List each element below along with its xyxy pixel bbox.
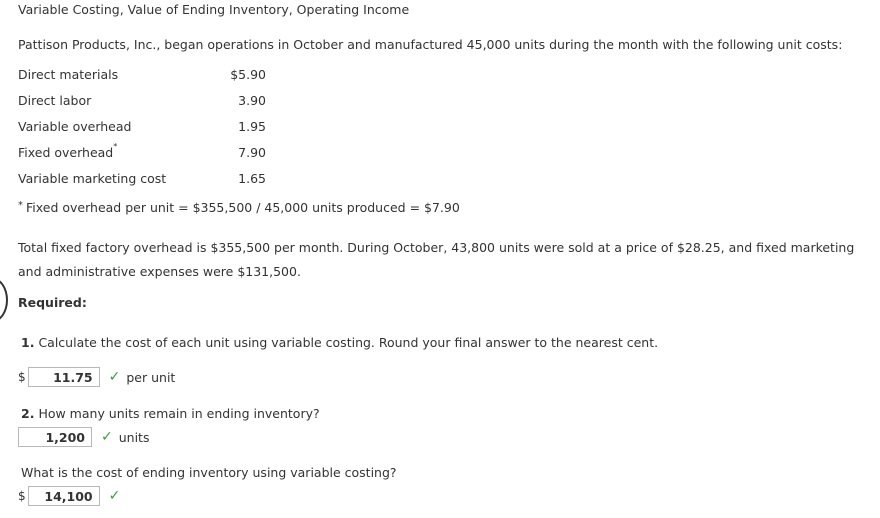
cost-label: Variable marketing cost bbox=[18, 171, 167, 186]
cost-label: Direct materials bbox=[18, 67, 119, 82]
correct-check-icon: ✓ bbox=[101, 429, 113, 445]
cost-label bbox=[18, 142, 118, 160]
cost-label-text: Fixed overhead bbox=[18, 145, 114, 160]
intro-text: Pattison Products, Inc., began operations in October and manufactured 45,000 units during the month with the following unit costs: bbox=[18, 37, 843, 52]
cost-value: 1.95 bbox=[238, 119, 266, 134]
answer-row-3 bbox=[18, 485, 120, 507]
required-heading: Required: bbox=[18, 295, 87, 310]
question-text: What is the cost of ending inventory using variable costing? bbox=[21, 465, 397, 480]
footnote-marker: * bbox=[113, 142, 118, 151]
question-number: 2. bbox=[21, 406, 35, 421]
footnote bbox=[18, 200, 460, 215]
page-title: Variable Costing, Value of Ending Inventory, Operating Income bbox=[18, 2, 410, 17]
answer-row-1 bbox=[18, 366, 175, 388]
question-text: How many units remain in ending inventory? bbox=[38, 406, 320, 421]
cost-value: 3.90 bbox=[238, 93, 266, 108]
answer-input-ending-units[interactable]: 1,200 bbox=[18, 427, 92, 447]
question-text: Calculate the cost of each unit using variable costing. Round your final answer to the nearest cent. bbox=[38, 335, 659, 350]
cost-row-variable-marketing bbox=[18, 171, 268, 189]
currency-symbol: $ bbox=[18, 370, 26, 384]
question-3 bbox=[21, 465, 397, 480]
cost-label: Variable overhead bbox=[18, 119, 132, 134]
question-number: 1. bbox=[21, 335, 35, 350]
unit-label: units bbox=[118, 429, 150, 445]
footnote-text: Fixed overhead per unit = $355,500 / 45,000 units produced = $7.90 bbox=[26, 200, 460, 215]
cost-value: 7.90 bbox=[238, 145, 266, 160]
cost-label: Direct labor bbox=[18, 93, 92, 108]
footnote-star: * bbox=[18, 200, 23, 211]
navigation-arc-icon bbox=[0, 278, 8, 322]
cost-value: 1.65 bbox=[238, 171, 266, 186]
cost-row-fixed-overhead bbox=[18, 142, 268, 163]
correct-check-icon: ✓ bbox=[108, 369, 121, 385]
cost-value: $5.90 bbox=[230, 67, 266, 82]
answer-row-2 bbox=[18, 426, 149, 448]
cost-row-direct-labor bbox=[18, 93, 268, 111]
correct-check-icon: ✓ bbox=[108, 488, 121, 504]
answer-input-unit-cost[interactable]: 11.75 bbox=[28, 367, 100, 387]
question-2 bbox=[21, 406, 320, 421]
problem-paragraph: Total fixed factory overhead is $355,500 per month. During October, 43,800 units were sold at a price of $28.25, and fixed marketing and administrative expenses were $131,500. bbox=[18, 240, 855, 279]
question-1 bbox=[21, 335, 658, 350]
cost-row-direct-materials bbox=[18, 67, 268, 85]
cost-row-variable-overhead bbox=[18, 119, 268, 137]
currency-symbol: $ bbox=[18, 489, 26, 503]
answer-input-inventory-cost[interactable]: 14,100 bbox=[28, 486, 100, 506]
unit-label: per unit bbox=[126, 369, 176, 385]
